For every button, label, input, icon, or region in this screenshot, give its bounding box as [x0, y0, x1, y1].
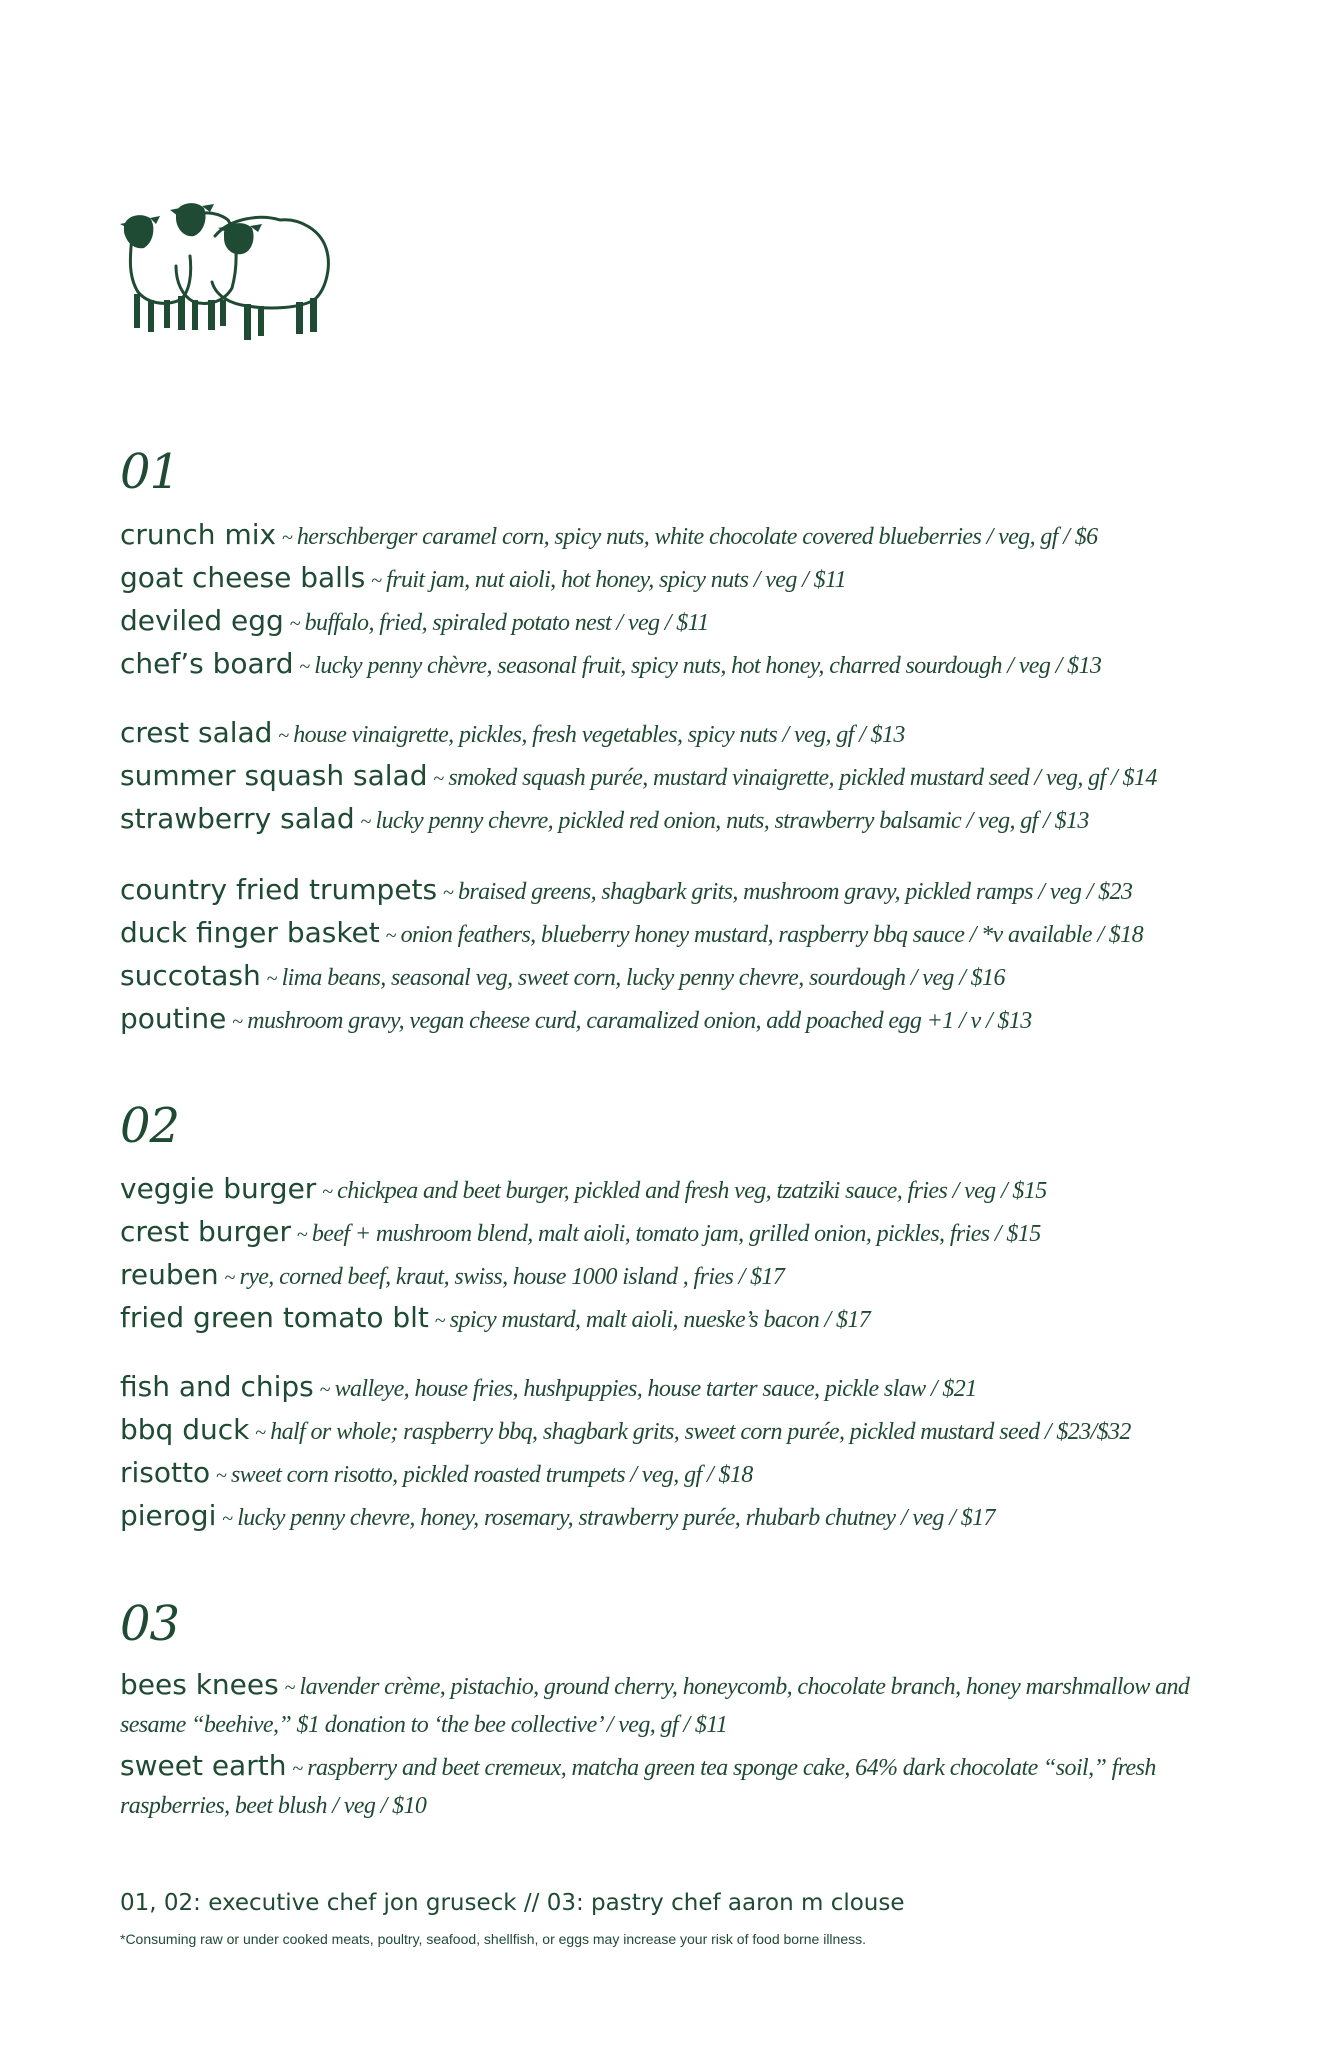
item-description: rye, corned beef, kraut, swiss, house 1000 island , fries / $17 — [239, 1264, 785, 1290]
menu-item — [120, 802, 1230, 836]
menu-item — [120, 1456, 1230, 1490]
section-number-03: 03 — [120, 1596, 180, 1652]
item-name: bbq duck — [120, 1413, 250, 1446]
item-separator: ~ — [434, 1310, 446, 1332]
item-separator: ~ — [371, 570, 383, 592]
item-description: beef + mushroom blend, malt aioli, tomato jam, grilled onion, pickles, fries / $15 — [311, 1221, 1041, 1247]
item-description: fruit jam, nut aioli, hot honey, spicy nuts / veg / $11 — [386, 567, 847, 593]
item-name: veggie burger — [120, 1172, 317, 1205]
menu-item — [120, 647, 1230, 681]
item-description: smoked squash purée, mustard vinaigrette, pickled mustard seed / veg, gf / $14 — [448, 765, 1157, 791]
menu-item — [120, 1258, 1230, 1292]
item-description: lucky penny chèvre, seasonal fruit, spicy nuts, hot honey, charred sourdough / veg / $13 — [314, 653, 1102, 679]
menu-item — [120, 1499, 1230, 1533]
item-separator: ~ — [278, 725, 290, 747]
item-name: bees knees — [120, 1668, 279, 1701]
menu-item — [120, 604, 1230, 638]
menu-item — [120, 1172, 1230, 1206]
menu-item — [120, 1666, 1230, 1745]
menu-item — [120, 1370, 1230, 1404]
menu-item — [120, 916, 1230, 950]
item-description: chickpea and beet burger, pickled and fresh veg, tzatziki sauce, fries / veg / $15 — [337, 1178, 1047, 1204]
menu-item — [120, 1747, 1230, 1826]
item-separator: ~ — [322, 1181, 334, 1203]
item-description: lucky penny chevre, honey, rosemary, strawberry purée, rhubarb chutney / veg / $17 — [237, 1505, 995, 1531]
item-name: crest salad — [120, 716, 273, 749]
menu-item — [120, 561, 1230, 595]
item-name: fried green tomato blt — [120, 1301, 429, 1334]
item-name: fish and chips — [120, 1370, 314, 1403]
item-name: poutine — [120, 1002, 227, 1035]
menu-item — [120, 959, 1230, 993]
item-name: sweet earth — [120, 1749, 287, 1782]
item-name: reuben — [120, 1258, 219, 1291]
item-separator: ~ — [299, 656, 311, 678]
item-name: strawberry salad — [120, 802, 355, 835]
item-separator: ~ — [232, 1011, 244, 1033]
three-sheep-icon — [120, 196, 335, 346]
menu-item — [120, 759, 1230, 793]
item-name: succotash — [120, 959, 261, 992]
item-separator: ~ — [216, 1465, 227, 1487]
menu-item — [120, 518, 1230, 552]
item-description: spicy mustard, malt aioli, nueske’s bacon / $17 — [449, 1307, 871, 1333]
item-separator: ~ — [222, 1508, 234, 1530]
item-separator: ~ — [224, 1267, 236, 1289]
item-separator: ~ — [292, 1758, 304, 1780]
item-separator: ~ — [433, 768, 445, 790]
item-description: house vinaigrette, pickles, fresh vegetables, spicy nuts / veg, gf / $13 — [293, 722, 905, 748]
menu-item — [120, 1215, 1230, 1249]
item-name: summer squash salad — [120, 759, 428, 792]
menu-item — [120, 873, 1230, 907]
menu-item — [120, 1301, 1230, 1335]
item-separator: ~ — [255, 1422, 267, 1444]
item-name: crest burger — [120, 1215, 292, 1248]
item-separator: ~ — [385, 925, 397, 947]
item-description: onion feathers, blueberry honey mustard, raspberry bbq sauce / *v available / $18 — [400, 922, 1143, 948]
item-description: sweet corn risotto, pickled roasted trumpets / veg, gf / $18 — [230, 1462, 753, 1488]
item-description: walleye, house fries, hushpuppies, house tarter sauce, pickle slaw / $21 — [334, 1376, 977, 1402]
item-separator: ~ — [289, 613, 301, 635]
item-separator: ~ — [284, 1677, 296, 1699]
item-description: lima beans, seasonal veg, sweet corn, lucky penny chevre, sourdough / veg / $16 — [281, 965, 1005, 991]
section-number-01: 01 — [120, 444, 180, 500]
menu-item — [120, 716, 1230, 750]
item-separator: ~ — [319, 1379, 331, 1401]
item-description: lucky penny chevre, pickled red onion, nuts, strawberry balsamic / veg, gf / $13 — [375, 808, 1089, 834]
item-name: country fried trumpets — [120, 873, 438, 906]
item-name: chef’s board — [120, 647, 294, 680]
menu-page — [120, 0, 1240, 2048]
menu-item — [120, 1002, 1230, 1036]
item-description: mushroom gravy, vegan cheese curd, caramalized onion, add poached egg +1 / v / $13 — [247, 1008, 1032, 1034]
item-description: braised greens, shagbark grits, mushroom gravy, pickled ramps / veg / $23 — [457, 879, 1133, 905]
item-description: buffalo, fried, spiraled potato nest / veg / $11 — [304, 610, 709, 636]
item-name: crunch mix — [120, 518, 277, 551]
item-separator: ~ — [443, 882, 454, 904]
chef-credits: 01, 02: executive chef jon gruseck // 03: pastry chef aaron m clouse — [120, 1890, 905, 1916]
item-name: duck finger basket — [120, 916, 380, 949]
item-name: pierogi — [120, 1499, 217, 1532]
item-description: lavender crème, pistachio, ground cherry, honeycomb, chocolate branch, honey marshmallow and sesame “beehive,” $1 donation to ‘the bee collective’ / veg, gf / $11 — [120, 1674, 1190, 1738]
food-safety-disclaimer: *Consuming raw or under cooked meats, poultry, seafood, shellfish, or eggs may increase your risk of food borne illness. — [120, 1931, 866, 1947]
section-number-02: 02 — [120, 1098, 180, 1154]
item-separator: ~ — [282, 527, 293, 549]
item-name: risotto — [120, 1456, 211, 1489]
item-description: half or whole; raspberry bbq, shagbark grits, sweet corn purée, pickled mustard seed / $23/$32 — [270, 1419, 1131, 1445]
item-description: raspberry and beet cremeux, matcha green tea sponge cake, 64% dark chocolate “soil,” fresh raspberries, beet blush / veg / $10 — [120, 1755, 1156, 1819]
item-separator: ~ — [360, 811, 372, 833]
menu-item — [120, 1413, 1230, 1447]
item-separator: ~ — [266, 968, 278, 990]
item-separator: ~ — [297, 1224, 308, 1246]
item-description: herschberger caramel corn, spicy nuts, white chocolate covered blueberries / veg, gf / $6 — [296, 524, 1098, 550]
item-name: deviled egg — [120, 604, 284, 637]
item-name: goat cheese balls — [120, 561, 366, 594]
